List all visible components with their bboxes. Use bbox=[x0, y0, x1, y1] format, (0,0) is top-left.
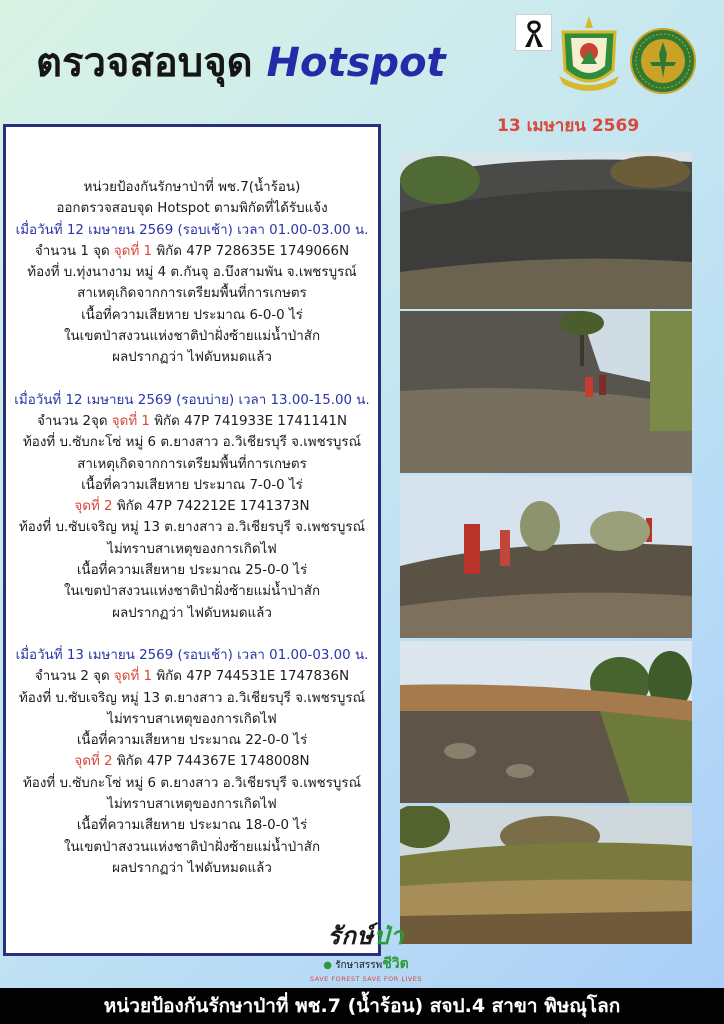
point-location: ท้องที่ บ.ซับเจริญ หมู่ 13 ต.ยางสาว อ.วิเชียรบุรี จ.เพชรบูรณ์ bbox=[18, 520, 366, 536]
point-cause: ไม่ทราบสาเหตุของการเกิดไฟ bbox=[107, 797, 277, 813]
result-text: ผลปรากฏว่า ไฟดับหมดแล้ว bbox=[112, 605, 272, 621]
point-cause: ไม่ทราบสาเหตุของการเกิดไฟ bbox=[107, 541, 277, 557]
report-date: 13 เมษายน 2569 bbox=[497, 116, 640, 136]
point-label: จุดที่ 1 bbox=[113, 669, 153, 685]
forest-area: ในเขตป่าสงวนแห่งชาติป่าฝั่งซ้ายแม่น้ำป่าสัก bbox=[63, 329, 321, 345]
section-heading: เมื่อวันที่ 12 เมษายน 2569 (รอบเช้า) เวลา 01.00-03.00 น. bbox=[15, 222, 369, 238]
point-location: ท้องที่ บ.ทุ่งนางาม หมู่ 4 ต.กันจุ อ.บึงสามพัน จ.เพชรบูรณ์ bbox=[27, 265, 357, 281]
report-panel bbox=[3, 124, 381, 956]
photo-patrol-team bbox=[400, 476, 692, 638]
point-label: จุดที่ 1 bbox=[113, 243, 153, 259]
result-text: ผลปรากฏว่า ไฟดับหมดแล้ว bbox=[112, 350, 272, 366]
section-heading: เมื่อวันที่ 12 เมษายน 2569 (รอบบ่าย) เวลา 13.00-15.00 น. bbox=[14, 392, 370, 408]
title-english: Hotspot bbox=[266, 40, 446, 86]
point-coordinate: จำนวน 1 จุด จุดที่ 1 พิกัด 47P 728635E 1749066N bbox=[34, 243, 350, 259]
campaign-logo bbox=[286, 916, 446, 986]
mourning-ribbon-icon bbox=[515, 14, 552, 51]
point-label: จุดที่ 2 bbox=[74, 499, 113, 515]
point-cause: สาเหตุเกิดจากการเตรียมพื้นที่การเกษตร bbox=[77, 456, 307, 472]
leaf-icon: ● bbox=[323, 960, 332, 971]
forest-department-emblem bbox=[555, 14, 623, 94]
forest-area: ในเขตป่าสงวนแห่งชาติป่าฝั่งซ้ายแม่น้ำป่าสัก bbox=[63, 839, 321, 855]
campaign-tagline: SAVE FOREST SAVE FOR LIVES bbox=[309, 975, 423, 983]
footer-unit-name: หน่วยป้องกันรักษาป่าที่ พช.7 (น้ำร้อน) สจป.4 สาขา พิษณุโลก bbox=[0, 988, 724, 1024]
photo-rocky-burnt-ground bbox=[400, 641, 692, 803]
photo-patrol-burnt-slope bbox=[400, 311, 692, 473]
point-location: ท้องที่ บ.ซับเจริญ หมู่ 13 ต.ยางสาว อ.วิเชียรบุรี จ.เพชรบูรณ์ bbox=[18, 690, 366, 706]
point-coordinate: จุดที่ 2 พิกัด 47P 742212E 1741373N bbox=[74, 499, 310, 515]
point-label: จุดที่ 2 bbox=[74, 754, 113, 770]
point-damage: เนื้อที่ความเสียหาย ประมาณ 6-0-0 ไร่ bbox=[81, 307, 303, 323]
point-damage: เนื้อที่ความเสียหาย ประมาณ 22-0-0 ไร่ bbox=[76, 733, 308, 749]
point-damage: เนื้อที่ความเสียหาย ประมาณ 7-0-0 ไร่ bbox=[81, 477, 303, 493]
result-text: ผลปรากฏว่า ไฟดับหมดแล้ว bbox=[112, 860, 272, 876]
intro-line: หน่วยป้องกันรักษาป่าที่ พช.7(น้ำร้อน) bbox=[83, 180, 301, 195]
page-title bbox=[36, 30, 446, 94]
intro-line: ออกตรวจสอบจุด Hotspot ตามพิกัดที่ได้รับแจ้ง bbox=[56, 201, 328, 217]
point-damage: เนื้อที่ความเสียหาย ประมาณ 18-0-0 ไร่ bbox=[76, 818, 308, 834]
point-location: ท้องที่ บ.ซับกะโซ่ หมู่ 6 ต.ยางสาว อ.วิเชียรบุรี จ.เพชรบูรณ์ bbox=[22, 435, 362, 451]
point-coordinate: จำนวน 2จุด จุดที่ 1 พิกัด 47P 741933E 1741141N bbox=[37, 413, 347, 429]
photo-burnt-hillside bbox=[400, 152, 692, 309]
point-label: จุดที่ 1 bbox=[111, 413, 150, 429]
point-coordinate: จุดที่ 2 พิกัด 47P 744367E 1748008N bbox=[74, 754, 310, 770]
title-thai: ตรวจสอบจุด bbox=[36, 40, 253, 86]
royal-forest-seal bbox=[630, 28, 696, 94]
campaign-logo-sub: ● รักษาสรรพชีวิต bbox=[323, 956, 409, 972]
point-coordinate: จำนวน 2 จุด จุดที่ 1 พิกัด 47P 744531E 1747836N bbox=[34, 669, 350, 685]
campaign-logo-main: รักษ์ป่า bbox=[327, 922, 405, 950]
point-cause: สาเหตุเกิดจากการเตรียมพื้นที่การเกษตร bbox=[77, 286, 307, 302]
point-location: ท้องที่ บ.ซับกะโซ่ หมู่ 6 ต.ยางสาว อ.วิเชียรบุรี จ.เพชรบูรณ์ bbox=[22, 775, 362, 791]
point-damage: เนื้อที่ความเสียหาย ประมาณ 25-0-0 ไร่ bbox=[76, 563, 308, 579]
forest-area: ในเขตป่าสงวนแห่งชาติป่าฝั่งซ้ายแม่น้ำป่าสัก bbox=[63, 584, 321, 600]
section-heading: เมื่อวันที่ 13 เมษายน 2569 (รอบเช้า) เวลา 01.00-03.00 น. bbox=[15, 647, 369, 663]
point-cause: ไม่ทราบสาเหตุของการเกิดไฟ bbox=[107, 711, 277, 727]
